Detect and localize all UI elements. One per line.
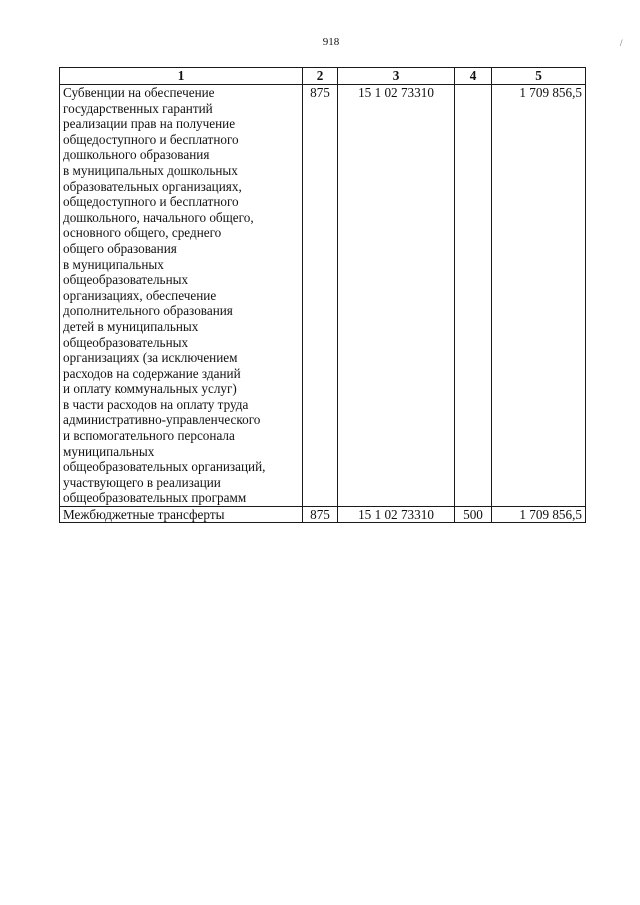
page-number: 918 <box>322 36 340 48</box>
row-expense-type: 500 <box>455 507 492 523</box>
row-dept-code: 875 <box>303 85 338 507</box>
row-target-code: 15 1 02 73310 <box>338 507 455 523</box>
row-dept-code: 875 <box>303 507 338 523</box>
row-expense-type <box>455 85 492 507</box>
header-col-3: 3 <box>338 68 455 85</box>
row-description: Субвенции на обеспечение государственных гарантий реализации прав на получение общедоступного и бесплатного дошкольного образования в муниципальных дошкольных образовательных организациях, общедоступного и бесплатного дошкольного, начального общего, основного общего, среднего общего образования в муниципальных общеобразовательных организациях, обеспечение дополнительного образования детей в муниципальных общеобразовательных организациях (за исключением расходов на содержание зданий и оплату коммунальных услуг) в части расходов на оплату труда административно-управленческого и вспомогательного персонала муниципальных общеобразовательных организаций, участвующего в реализации общеобразовательных программ <box>60 85 303 507</box>
table-row <box>60 507 586 523</box>
row-description: Межбюджетные трансферты <box>60 507 303 523</box>
header-col-2: 2 <box>303 68 338 85</box>
table-row <box>60 85 586 507</box>
header-col-4: 4 <box>455 68 492 85</box>
row-amount: 1 709 856,5 <box>492 507 586 523</box>
row-amount: 1 709 856,5 <box>492 85 586 507</box>
header-col-1: 1 <box>60 68 303 85</box>
corner-mark: / <box>620 38 623 48</box>
header-col-5: 5 <box>492 68 586 85</box>
table-header-row <box>60 68 586 85</box>
budget-table <box>59 67 586 523</box>
row-target-code: 15 1 02 73310 <box>338 85 455 507</box>
